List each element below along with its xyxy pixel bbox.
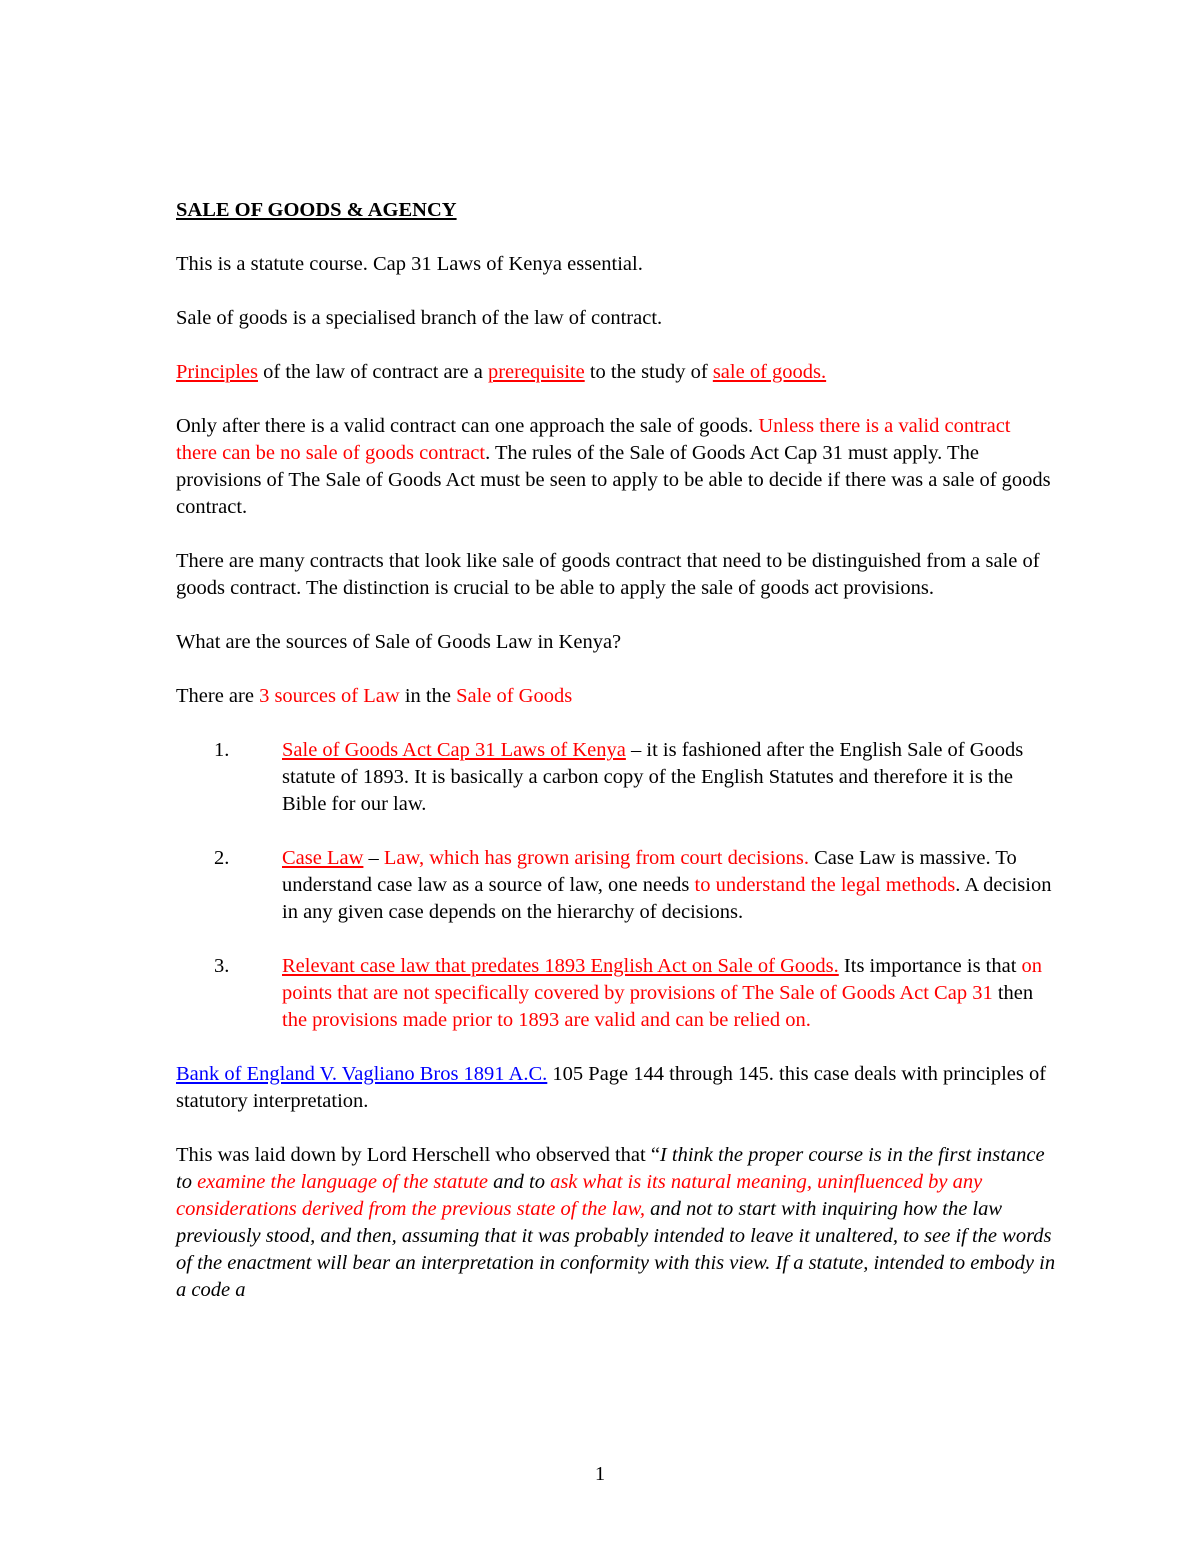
source-title: Case Law xyxy=(282,847,364,869)
quote-run: and not to start with inquiring how the law previously stood, and then, assuming that it was probably intended to leave it unaltered, to see if the words of the enactment will bear an interpretation in conformity with this view. If a statute, intended to embody in a code a xyxy=(176,1198,1056,1301)
text-run: . A decision in any given case depends on the hierarchy of decisions. xyxy=(282,874,1052,923)
distinction-paragraph: There are many contracts that look like sale of goods contract that need to be distinguished from a sale of goods contract. The distinction is crucial to be able to apply the sale of goods act provisions. xyxy=(176,550,1040,599)
quote-highlight: ask what is its natural meaning, uninfluenced by any considerations derived from the previous state of the law, xyxy=(176,1171,983,1220)
case-citation-link[interactable]: Bank of England V. Vagliano Bros 1891 A.C. xyxy=(176,1063,548,1085)
prerequisite-highlight: prerequisite xyxy=(487,361,585,383)
text-run: Its importance is that xyxy=(838,955,1022,977)
highlight-run: Law, which has grown arising from court decisions. xyxy=(383,847,809,869)
text-run: in the xyxy=(399,685,457,707)
text-run: There are xyxy=(176,685,260,707)
text-run: Only after there is a valid contract can one approach the sale of goods. xyxy=(176,415,759,437)
valid-contract-paragraph xyxy=(176,413,1056,521)
case-citation-paragraph xyxy=(176,1061,1056,1115)
source-title: Sale of Goods Act Cap 31 Laws of Kenya xyxy=(282,739,626,761)
sources-list xyxy=(176,737,1056,1034)
principles-paragraph xyxy=(176,359,1056,386)
list-item xyxy=(176,953,1056,1034)
text-run: . The rules of the Sale of Goods Act Cap 31 must apply. The provisions of The Sale of Goods Act must be seen to apply to be able to decide if there was a sale of goods contract. xyxy=(176,442,1051,518)
list-number: 2. xyxy=(214,847,230,869)
quote-run: and to xyxy=(488,1171,551,1193)
sale-of-goods-highlight: Sale of Goods xyxy=(456,685,573,707)
list-item xyxy=(176,845,1056,926)
principles-highlight: Principles xyxy=(176,361,258,383)
highlight-run: on points that are not specifically covered by provisions of The Sale of Goods Act Cap 31 xyxy=(282,955,1043,1004)
three-sources-highlight: 3 sources of Law xyxy=(259,685,400,707)
valid-contract-highlight: Unless there is a valid contract there can be no sale of goods contract xyxy=(176,415,1011,464)
definition-paragraph: Sale of goods is a specialised branch of the law of contract. xyxy=(176,307,663,329)
highlight-run: to understand the legal methods xyxy=(694,874,956,896)
document-body xyxy=(176,197,1056,1331)
text-run: of the law of contract are a xyxy=(258,361,488,383)
sources-question: What are the sources of Sale of Goods Law in Kenya? xyxy=(176,631,622,653)
text-run: Case Law is massive. To understand case law as a source of law, one needs xyxy=(282,847,1017,896)
text-run: then xyxy=(992,982,1034,1004)
sale-of-goods-highlight: sale of goods. xyxy=(712,361,827,383)
list-number: 3. xyxy=(214,955,230,977)
text-run: to the study of xyxy=(584,361,713,383)
quote-run: I think the proper course is in the first instance to xyxy=(176,1144,1045,1193)
text-run: – xyxy=(363,847,384,869)
page-number: 1 xyxy=(594,1463,606,1485)
highlight-run: the provisions made prior to 1893 are valid and can be relied on. xyxy=(282,1009,811,1031)
list-item xyxy=(176,737,1056,818)
text-run: 105 Page 144 through 145. this case deals with principles of statutory interpretation. xyxy=(176,1063,1047,1112)
text-run: This was laid down by Lord Herschell who observed that “ xyxy=(176,1144,660,1166)
herschell-quote-paragraph xyxy=(176,1142,1056,1304)
source-title: Relevant case law that predates 1893 English Act on Sale of Goods. xyxy=(282,955,839,977)
sources-intro xyxy=(176,683,1056,710)
quote-highlight: examine the language of the statute xyxy=(197,1171,488,1193)
intro-paragraph: This is a statute course. Cap 31 Laws of Kenya essential. xyxy=(176,253,643,275)
text-run: – it is fashioned after the English Sale of Goods statute of 1893. It is basically a carbon copy of the English Statutes and therefore it is the Bible for our law. xyxy=(282,739,1024,815)
document-title: SALE OF GOODS & AGENCY xyxy=(176,199,457,221)
list-number: 1. xyxy=(214,739,230,761)
